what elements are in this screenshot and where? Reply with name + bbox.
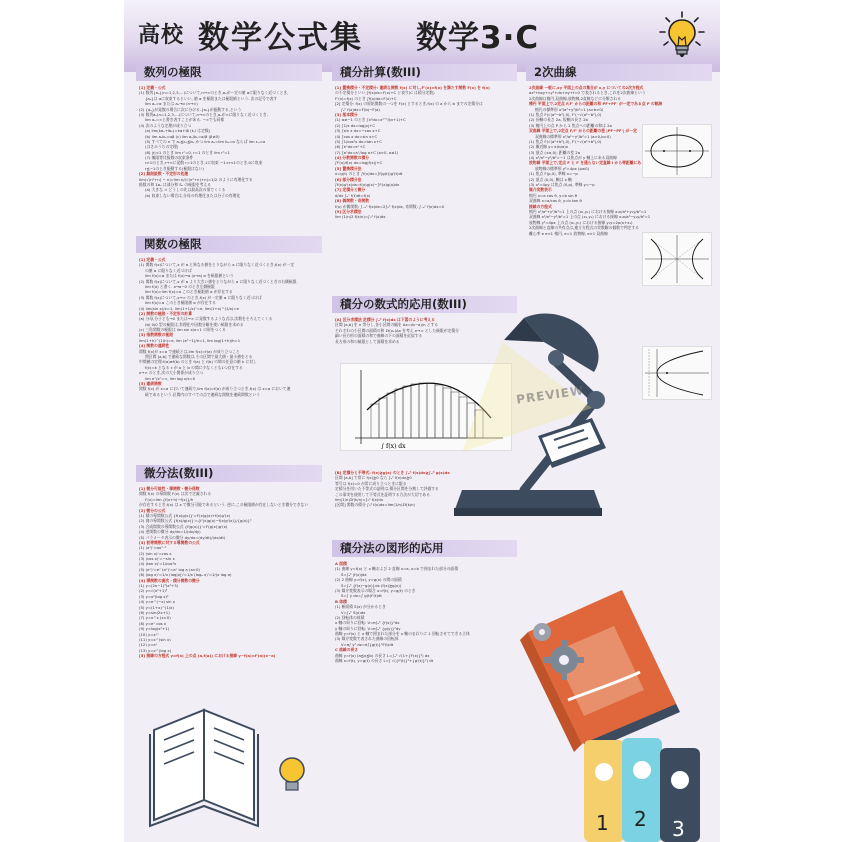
- formula-line: この事実を使用して不等式を証明する方法が大切である: [335, 491, 430, 497]
- formula-line: x=g(t) のとき ∫f(x)dx=∫f(g(t))g'(t)dt: [335, 171, 403, 177]
- formula-line: (4) x²/a²−y²/b²=−1 は焦点が y 軸上にある双曲線: [529, 155, 617, 161]
- section-title: 積分計算(数III): [332, 64, 517, 81]
- formula-line: y 軸の周りに回転: V=π∫ₐᵇ {g(y)}²dy: [335, 625, 401, 631]
- formula-line: 曲線 y=f(x) (a≦x≦b) の長さ L=∫ₐᵇ √(1+{f'(x)}²) dx: [335, 652, 430, 658]
- formula-line: (1) y=(2x−1)³(x²+3): [139, 583, 179, 589]
- formula-line: (a) 分母,分子とも→0 または→∞ に発散するような式は,次数をそろえてくくる: [139, 316, 273, 322]
- formula-line: 区間 [a,b] で常に f(x)≧0 なら ∫ₐᵇ f(x)dx≧0: [335, 475, 412, 481]
- formula-subheading: [B] 定積分と不等式: f(x)≧g(x) のとき ∫ₐᵇ f(x)dx≧∫ₐᵇ g(x)dx: [335, 470, 450, 475]
- formula-line: 2次曲線と直線の共有点は,連立方程式の実数解の個数で判定する: [529, 225, 639, 231]
- formula-line: (5) y=(1+x)^(1/x): [139, 604, 174, 610]
- gear-icon-small: [533, 623, 551, 641]
- formula-subheading: [2] 無限級数・不定形の処理: [139, 171, 189, 177]
- formula-subheading: 接線の方程式: [529, 203, 552, 209]
- formula-line: (c) 三角関数の極限は lim sin x/x=1 の形をつくる: [139, 327, 226, 333]
- formula-line: (2) 頂点 (0,0), 軸は x 軸: [529, 176, 572, 182]
- formula-subheading: [6] 部分積分法: [335, 176, 362, 182]
- formula-line: lim f(x)=α または f(x)→α (x→a) α を極限値という: [145, 273, 234, 279]
- formula-line: (13) y=x^(log x): [139, 647, 172, 653]
- formula-line: (7) y=x^x (x>0): [139, 615, 171, 621]
- book-number-2: 2: [634, 807, 647, 831]
- formula-line: (2) {aₙ}が発散の場合に次に分ける.{aₙ}が振動する,という: [139, 106, 242, 112]
- book-number-3: 3: [672, 817, 685, 841]
- formula-line: 曲線 y=f(x) と x 軸で囲まれた部分を x 軸のまわりに 1 回転させてできる立体: [335, 631, 470, 637]
- formula-line: (2) 漸近線 y=±(b/a)x: [529, 144, 569, 150]
- formula-line: 双曲線の標準形 x²/a²−y²/b²=1 (a>0,b>0): [535, 133, 611, 139]
- formula-line: 楕円 x=a cos θ, y=b sin θ: [529, 192, 578, 198]
- formula-line: 離心率 e e<1 楕円, e=1 放物線, e>1 双曲線: [529, 230, 608, 236]
- formula-line: (b) 収束しない場合は,分母の有理化または分子の有理化: [145, 192, 241, 198]
- formula-subheading: [1] 置換積分・不定積分: 連続な関数 f(x) に対し,F'(x)=f(x) を満たす関数 F(x) を f(x): [335, 85, 490, 90]
- formula-line: (5) パラメータ表示の微分 dy/dx=(dy/dt)/(dx/dt): [139, 534, 226, 540]
- formula-line: (7) 無限等比級数の収束条件: [145, 155, 194, 161]
- formula-line: [区間] 関数の積分 ∫₀¹ f(x)dx=lim(1/n)Σf(k/n): [335, 502, 416, 508]
- formula-line: lim(1/n)Σf(k/n)=∫₀¹ f(x)dx: [335, 496, 384, 502]
- formula-line: lim f(x)=α このとき極限値 α が存在する: [145, 300, 216, 306]
- formula-line: それぞれの小区間の面積の和 Σf(xₖ)Δx を考え,n→∞ とした極限が定積分: [335, 327, 459, 333]
- formula-line: (3) 楕円上の点 P から 2 焦点への距離の和は 2a: [529, 122, 612, 128]
- formula-line: (3) ∫sin x dx=−cos x+C: [335, 128, 381, 134]
- formula-line: (a) 大きな ∞ どうしの比は最高次の項でくくる: [145, 187, 226, 193]
- formula-subheading: [5] 接線の方程式 y=f(x) 上の点 (a,f(a)) における接線 y−f(a)=f'(a)(x−a): [139, 653, 276, 659]
- formula-line: (b) lim aₙbₙ=αβ (c) lim aₙ/bₙ=α/β (β≠0): [145, 133, 220, 139]
- formula-line: (4) (tan x)'=1/cos²x: [139, 561, 177, 567]
- formula-line: S=∫ₐᵇ {f(x)−g(x)}dx (f(x)≧g(x)): [341, 582, 402, 588]
- formula-line: (8) y=eˣ cos x: [139, 620, 167, 626]
- formula-line: (2) 商の導関数公式 {f(x)/g(x)}'={f'(x)g(x)−f(x)g'(x)}/{g(x)}²: [139, 518, 252, 524]
- formula-line: 長方形の和の極限として面積を求める: [335, 338, 400, 344]
- formula-line: (1) 関数 f(x)について,x が a と異なる値をとりながら a に限りなく近づくとき,f(x) が一定: [139, 262, 295, 268]
- formula-line: 中間値の定理:f(a)≠f(b) のとき f(a) と f(b) の間の任意の値 k に対し: [139, 359, 257, 365]
- formula-line: ax²+bxy+cy²+dx+ey+f=0 で表されるとき,これを2次曲線という: [529, 90, 646, 96]
- formula-subheading: [7] 定積分と微分: [335, 187, 366, 193]
- formula-line: (3) 数列aₙ(n=1,2,3,…)について,n→∞のとき,aₙが∞に限りなく近づくとき,: [139, 111, 268, 117]
- section-title: 積分の数式的応用(数III): [332, 296, 517, 313]
- formula-line: V=∫ₐᵇ S(x)dx: [341, 609, 366, 615]
- formula-line: (10) y=xˣˣ: [139, 631, 160, 637]
- formula-line: lim f(x)=lim f(x)=α このとき極限値 α が存在する: [145, 289, 233, 295]
- formula-subheading: [4] 関数の連続性: [139, 343, 170, 349]
- formula-line: f'(x)=lim {f(x+h)−f(x)}/h: [145, 496, 194, 502]
- formula-line: (6) ∫eˣdx=eˣ+C: [335, 144, 366, 150]
- formula-line: F'(x)=f(x) のとき ∫f(x)dx=F(x)+C: [335, 95, 397, 101]
- formula-line: lim aₙ=α または aₙ→α (n→∞): [145, 101, 198, 107]
- formula-line: (11) y=x^(sin x): [139, 636, 171, 642]
- formula-line: 閉区間 [a,b] で連続な関数は,その区間で最大値・最小値をとる: [145, 354, 253, 360]
- book-number-1: 1: [596, 811, 609, 835]
- formula-line: 楕円の標準形 x²/a²+y²/b²=1 (a>b>0): [535, 106, 604, 112]
- formula-line: (4) 逆関数の微分 dy/dx=1/(dx/dy): [139, 529, 201, 535]
- formula-line: lim(1+h)^(1/h)=e, lim (eʰ−1)/h=1, lim log(1+h)/h=1: [139, 337, 241, 343]
- figure-label: ∫ f(x) dx: [381, 443, 406, 450]
- lightbulb-icon-small: [280, 758, 304, 790]
- formula-line: (2) (sin x)'=cos x: [139, 550, 172, 556]
- formula-line: (5) すべての n で aₙ≦cₙ≦bₙ かつ lim aₙ=lim bₙ=α ならば lim cₙ=α: [145, 138, 266, 144]
- formula-line: 双曲線 x=a/cos θ, y=b tan θ: [529, 198, 582, 204]
- formula-line: (4) y=e^(−x) sin x: [139, 599, 176, 605]
- poster-title: 数学公式集: [198, 20, 363, 56]
- formula-line: 放物線の標準形 y²=4px (p≠0): [535, 165, 589, 171]
- formula-line: r>1のとき,r→∞に発散 r=1のとき,1に収束 −1<r<1のとき,0に収束: [145, 160, 263, 166]
- formula-subheading: [9] 区分求積法: [335, 208, 362, 214]
- formula-line: x 軸の周りに回転: V=π∫ₐᵇ {f(x)}²dx: [335, 620, 400, 626]
- formula-line: 関数 f(x)が x=a で連続とは,lim f(x)=f(a) が成り立つこと: [139, 348, 240, 354]
- numbered-books-icon: [584, 738, 700, 842]
- decorative-illustrations: [124, 0, 720, 842]
- formula-line: [2] 定積分: f(x) の原始関数の一つを F(x) とするとき,f(x) の a から b までの定積分は: [335, 101, 483, 107]
- formula-line: lim (1/n)Σ f(k/n)=∫₀¹ f(x)dx: [335, 214, 386, 220]
- formula-line: (4) lim(sin x)/x=1, lim(1+1/x)ˣ=e, lim(1+x)^(1/x)=e: [139, 305, 239, 311]
- formula-line: (1) (xᵅ)'=αxᵅ⁻¹: [139, 545, 167, 551]
- formula-line: (3) (cos x)'=−sin x: [139, 556, 175, 562]
- formula-subheading: [3] 指数関数の極限: [139, 332, 174, 338]
- formula-line: 続であるという.区間内のすべての点で連続な関数を連続関数という: [145, 391, 261, 397]
- formula-line: ∫ₐᵇ f(x)dx=F(b)−F(a): [341, 106, 380, 112]
- formula-line: (2) 回転体の体積: [335, 614, 365, 620]
- watermark: PREVIEW: [515, 383, 586, 407]
- formula-line: (1) 曲線 y=f(x) と x 軸および 2 直線 x=a, x=b で囲まれた部分の面積: [335, 566, 459, 572]
- formula-line: (2) y=√(x²+1)³: [139, 588, 168, 594]
- formula-line: S=∫ₐᵇ |f(x)|dx: [341, 571, 367, 577]
- open-book-icon: [150, 710, 258, 826]
- formula-subheading: [8] 偶関数・奇関数: [335, 198, 370, 204]
- formula-subheading: 双曲線 平面上で,2定点 F,F' からの距離の差 |PF−PF'| が一定: [529, 128, 637, 134]
- formula-line: x→∞ のとき,次の大小関係が成り立つ: [139, 370, 204, 376]
- formula-line: (1) α≠−1 のとき ∫xᵅdx=xᵅ⁺¹/(α+1)+C: [335, 117, 406, 123]
- formula-subheading: [3] 基本積分: [335, 111, 358, 117]
- formula-line: 関数 f(x) の導関数 f'(x) は次で定義される: [139, 491, 212, 497]
- formula-subheading: B 体積: [335, 598, 347, 604]
- formula-line: (3) 合成関数の導関数公式 {f(g(x))}'=f'(g(x))g'(x): [139, 523, 228, 529]
- formula-line: S=∫ y dx=∫ g(t)f'(t)dt: [341, 593, 382, 599]
- formula-subheading: [2] 微分の公式: [139, 507, 166, 513]
- formula-subheading: 放物線 平面上で,定点 F と F を通らない定直線 l から等距離にある点 P の軌跡: [529, 160, 666, 166]
- formula-line: f(x) が偶関数: ∫₋ₐᵃ f(x)dx=2∫₀ᵃ f(x)dx, 奇関数: ∫₋ₐᵃ f(x)dx=0: [335, 203, 445, 209]
- formula-line: lim aₙ=∞と書き表すことがある. −∞でも同様: [145, 117, 225, 123]
- formula-line: (3) x²=4py は焦点 (0,p), 準線 y=−p: [529, 182, 595, 188]
- formula-line: 曲線 x=f(t), y=g(t) の長さ L=∫ √({f'(t)}²+{g'(t)}²) dt: [335, 658, 434, 664]
- formula-subheading: [5] 置換積分法: [335, 165, 362, 171]
- section-title: 関数の極限: [136, 236, 322, 253]
- formula-subheading: [2] 関数の極限・不定形の計算: [139, 310, 192, 316]
- formula-line: 関数 f(x) が x=a において連続で,lim f(x)=f(a) が成り立つとき,f(x) は x=a において連: [139, 386, 291, 392]
- formula-line: 放物線 y²=4px 上の点 (x₁,y₁) における接線 y₁y=2p(x+x₁): [529, 219, 633, 225]
- formula-subheading: [A] 区分求積法 定積分 ∫ₐᵇ f(x)dx は下図のように考える: [335, 317, 435, 322]
- formula-line: lim eˣ/xⁿ=∞, lim log x/x=0: [145, 375, 196, 381]
- formula-line: 級数の和 Σaₙ は部分和 Sₙ の極限を考える: [139, 182, 211, 188]
- formula-line: 2次曲線は楕円,双曲線,放物線,2直線などに分類される: [529, 95, 621, 101]
- formula-line: (4) ∫cos x dx=sin x+C: [335, 133, 378, 139]
- formula-subheading: [3] 初等関数に対する導関数の公式: [139, 539, 200, 545]
- formula-line: (2) ∫1/x dx=log|x|+C: [335, 122, 375, 128]
- formula-line: (3) 媒介変数で表された曲線の回転体: [335, 636, 399, 642]
- formula-line: (1) 焦点 F(p,0), 準線 x=−p: [529, 171, 578, 177]
- formula-subheading: 媒介変数表示: [529, 187, 552, 193]
- subject-label: 数学3·C: [416, 20, 540, 56]
- formula-subheading: [1] 微分可能性・導関数・微分係数: [139, 486, 200, 491]
- formula-line: 双曲線 x²/a²−y²/b²=1 上の点 (x₁,y₁) における接線 x₁x/a²−y₁y/b²=1: [529, 214, 651, 220]
- formula-line: (3) y=x²(log x)²: [139, 593, 169, 599]
- section-title: 積分法の図形的応用: [332, 540, 517, 557]
- formula-line: V=π∫ y² dx=π∫{g(t)}²f'(t)dt: [341, 641, 394, 647]
- formula-line: (1) 断面積 S(x) が分かるとき: [335, 604, 386, 610]
- formula-line: が存在するとき,f(x) は x で微分可能であるという. 逆に,この極限値が存在しないとき微分できない: [139, 502, 309, 508]
- section-title: 2次曲線: [526, 64, 712, 81]
- formula-subheading: [5] 連続関数: [139, 380, 162, 386]
- formula-subheading: 2次曲線 一般に,xy 平面上の点の集合が x,y についての2次方程式: [529, 85, 644, 90]
- formula-line: (3) 媒介変数表示の場合 x=f(t), y=g(t) のとき: [335, 587, 416, 593]
- section-title: 数列の極限: [136, 64, 322, 81]
- formula-line: (6) (log x)'=1/x (log|x|)'=1/x (logₐ x)'=1/(x log a): [139, 572, 232, 578]
- formula-subheading: A 面積: [335, 561, 347, 566]
- formula-subheading: [4] 導関数の高次・積分関数の微分: [139, 577, 200, 583]
- formula-line: の値 α に限りなく近づけば: [145, 267, 192, 273]
- formula-subheading: 楕円 平面上で,2定点 F,F' からの距離の和 PF+PF' が一定である点 P の軌跡: [529, 101, 663, 107]
- formula-poster: [124, 0, 720, 842]
- formula-line: (12) y=eˣ: [139, 642, 158, 648]
- school-label: 高校: [138, 23, 185, 48]
- formula-subheading: [1] 定義・公式: [139, 85, 166, 90]
- formula-line: (3) 頂点 (±a,0), 距離の差 2a: [529, 149, 581, 155]
- desk-lamp-icon: [454, 314, 605, 516]
- formula-line: (はさみうちの定理): [145, 144, 179, 150]
- formula-line: (1) 焦点 F(√(a²+b²),0), F'(−√(a²+b²),0): [529, 138, 602, 144]
- formula-line: 区間 [a,b] を n 等分し,各小区間の幅を Δx=(b−a)/n とする: [335, 322, 439, 328]
- formula-line: f(c)=k となる c が a と b の間に少なくとも1つ存在する: [145, 364, 243, 370]
- formula-line: (3) 関数 f(x)について,x→∞ のとき,f(x) が一定値 α に限りなく近づけば: [139, 294, 262, 300]
- formula-line: (5) ∫1/cos²x dx=tan x+C: [335, 138, 382, 144]
- formula-line: (a) lim(kaₙ+lbₙ)=kα+lβ (k,l は定数): [145, 128, 211, 134]
- formula-line: ∫f'(x)/f(x) dx=log|f(x)|+C: [335, 160, 383, 166]
- formula-line: (6) y=sin(2x+1): [139, 609, 170, 615]
- formula-line: lim(√(n²+n) − n)=lim n/(√(n²+n)+n)=1/2 のように有理化する: [139, 176, 253, 182]
- formula-line: ∫f(x)g'(x)dx=f(x)g(x)−∫f'(x)g(x)dx: [335, 182, 400, 188]
- formula-line: (2) 関数 f(x)について,x が a より大きい値をとりながら a に限りなく近づくときの右側極限: [139, 278, 297, 284]
- formula-line: 定積分を用いた不等式の証明は,積分区間を分割して評価する: [335, 486, 439, 492]
- formula-line: の不定積分といい,∫f(x)dx=F(x)+C と表す(C は積分定数): [335, 90, 435, 96]
- formula-subheading: [1] 定義・公式: [139, 257, 166, 262]
- book-stack-icon: [520, 590, 680, 752]
- formula-line: (1) 焦点 F(√(a²−b²),0), F'(−√(a²−b²),0): [529, 111, 602, 117]
- section-title: 微分法(数III): [136, 465, 322, 482]
- formula-line: (b) 0/0 型の極限は,有理化や因数分解を使い極限を求める: [145, 321, 244, 327]
- formula-line: (4) 次のような定理が成り立つ: [139, 122, 192, 128]
- formula-subheading: [4] 分数関数の積分: [335, 155, 370, 161]
- formula-subheading: C 曲線の長さ: [335, 647, 359, 653]
- formula-line: (2) 2 曲線 y=f(x), y=g(x) の間の面積: [335, 577, 402, 583]
- formula-line: (7) ∫aˣdx=aˣ/log a+C (a>0, a≠1): [335, 149, 399, 155]
- formula-line: (1) 積の導関数公式 {f(x)g(x)}'=f'(x)g(x)+f(x)g'(x): [139, 512, 231, 518]
- formula-line: 等号は f(x)=0 が常に成り立つときに限る: [335, 480, 407, 486]
- formula-line: 細い長方形の面積の和で曲線の下の面積を近似する: [335, 333, 423, 339]
- formula-line: 楕円 x²/a²+y²/b²=1 上の点 (x₁,y₁) における接線 x₁x/a²+y₁y/b²=1: [529, 208, 647, 214]
- formula-line: (1) 数列{aₙ}(n=1,2,3,…)について,n→∞のとき,aₙがー定の値 αに限りなく近づくとき,: [139, 90, 289, 96]
- formula-line: (2) 長軸の長さ 2a, 短軸の長さ 2b: [529, 117, 588, 123]
- formula-line: lim f(x) と書く. x→a−0 のとき左側極限: [145, 283, 215, 289]
- formula-line: r≦−1のとき振動する(極限はない): [145, 165, 204, 171]
- formula-line: (9) y=log(x²+1): [139, 626, 170, 632]
- formula-line: (5) (eˣ)'=eˣ (aˣ)'=aˣ log a (a>0): [139, 566, 200, 572]
- formula-line: {aₙ}は αに収束するといい, 値 α を極限または極限値という. 次の記号で表す: [145, 95, 278, 101]
- formula-line: (6) |r|<1 のとき lim rⁿ=0, r=1 のとき lim rⁿ=1: [145, 149, 230, 155]
- formula-line: d/dx ∫ₐˣ f(t)dt=f(x): [335, 192, 371, 198]
